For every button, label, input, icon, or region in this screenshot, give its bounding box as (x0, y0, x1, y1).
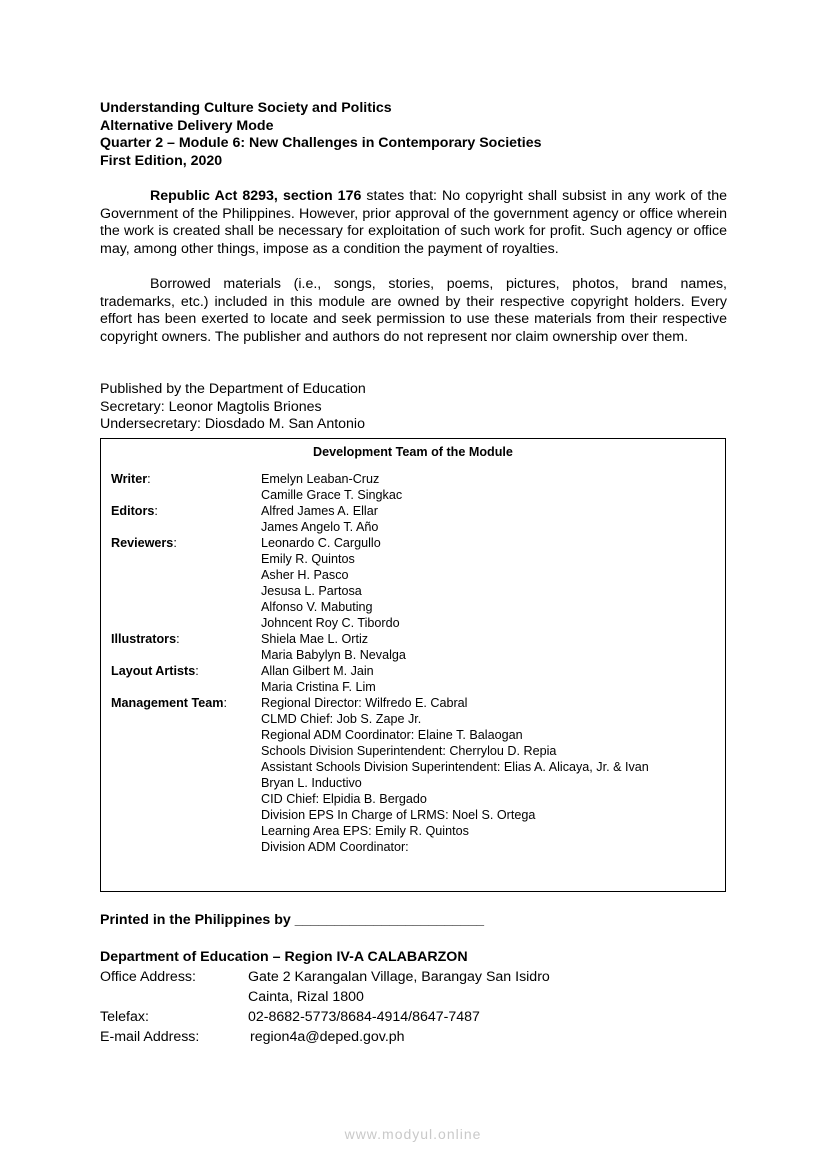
role-label: Editors (111, 504, 155, 518)
role-label: Layout Artists (111, 664, 196, 678)
module-title: Quarter 2 – Module 6: New Challenges in Contemporary Societies (100, 135, 542, 151)
team-list (111, 471, 721, 855)
team-member: Regional Director: Wilfredo E. Cabral (261, 696, 468, 710)
team-role-editors: Editors: Alfred James A. Ellar James Angelo T. Año (111, 503, 721, 535)
team-member: Schools Division Superintendent: Cherrylou D. Repia (261, 744, 557, 758)
role-label: Writer (111, 472, 148, 486)
team-member: Emily R. Quintos (261, 552, 355, 566)
office-address-line1: Gate 2 Karangalan Village, Barangay San Isidro (248, 969, 550, 985)
role-label: Reviewers (111, 536, 174, 550)
printed-in-line: Printed in the Philippines by ________________________ (100, 912, 485, 928)
team-role-layout-artists: Layout Artists: Allan Gilbert M. Jain Maria Cristina F. Lim (111, 663, 721, 695)
email-value: region4a@deped.gov.ph (250, 1029, 405, 1045)
borrowed-materials-notice (100, 276, 727, 346)
development-team-title: Development Team of the Module (313, 445, 513, 459)
office-address-line2: Cainta, Rizal 1800 (248, 989, 364, 1005)
team-member: Leonardo C. Cargullo (261, 536, 381, 550)
email-row (100, 1027, 550, 1047)
team-member: James Angelo T. Año (261, 520, 379, 534)
team-member: Camille Grace T. Singkac (261, 488, 403, 502)
team-role-illustrators: Illustrators: Shiela Mae L. Ortiz Maria Babylyn B. Nevalga (111, 631, 721, 663)
team-member: Shiela Mae L. Ortiz (261, 632, 369, 646)
undersecretary: Undersecretary: Diosdado M. San Antonio (100, 416, 365, 432)
team-member: Alfonso V. Mabuting (261, 600, 373, 614)
development-team-box (100, 438, 726, 892)
telefax-label: Telefax: (100, 1009, 149, 1025)
deped-region-title: Department of Education – Region IV-A CALABARZON (100, 949, 468, 965)
copyright-notice (100, 188, 727, 258)
team-member: Maria Cristina F. Lim (261, 680, 376, 694)
team-role-writer: Writer: Emelyn Leaban-Cruz Camille Grace T. Singkac (111, 471, 721, 503)
team-member: Learning Area EPS: Emily R. Quintos (261, 824, 469, 838)
team-member: Allan Gilbert M. Jain (261, 664, 374, 678)
team-member: Assistant Schools Division Superintendent: Elias A. Alicaya, Jr. & Ivan (261, 760, 649, 774)
team-member: Johncent Roy C. Tibordo (261, 616, 400, 630)
copyright-text: states that: No copyright shall subsist in any work of the Government of the Philippines. However, prior approval of the government agency or office wherein the work is created shall be necessary for exploitation of such work for profit. Such agency or office may, among other things, impose as a condition the payment of royalties. (100, 188, 728, 257)
delivery-mode: Alternative Delivery Mode (100, 117, 274, 134)
deped-contact-block (100, 947, 550, 1047)
team-member: Division EPS In Charge of LRMS: Noel S. Ortega (261, 808, 536, 822)
office-address-row-2 (100, 987, 550, 1007)
publisher-block (100, 381, 366, 434)
team-member: Division ADM Coordinator: (261, 840, 409, 854)
team-member: Emelyn Leaban-Cruz (261, 472, 380, 486)
watermark: www.modyul.online (344, 1126, 482, 1142)
team-role-management: Management Team: Regional Director: Wilfredo E. Cabral CLMD Chief: Job S. Zape Jr. Regional ADM Coordinator: Elaine T. Balaogan Schools Division Superintendent: Cherrylou D. Repia Assistant Schools Division Superintendent: Elias A. Alicaya, Jr. & Ivan Bryan L. Inductivo CID Chief: Elpidia B. Bergado Division EPS In Charge of LRMS: Noel S. Ortega Learning Area EPS: Emily R. Quintos Division ADM Coordinator: (111, 695, 721, 855)
telefax-row (100, 1007, 550, 1027)
team-member: Asher H. Pasco (261, 568, 349, 582)
role-label: Illustrators (111, 632, 177, 646)
team-role-reviewers: Reviewers: Leonardo C. Cargullo Emily R. Quintos Asher H. Pasco Jesusa L. Partosa Alfonso V. Mabuting Johncent Roy C. Tibordo (111, 535, 721, 631)
office-address-row (100, 967, 550, 987)
team-member: CLMD Chief: Job S. Zape Jr. (261, 712, 422, 726)
email-label: E-mail Address: (100, 1029, 200, 1045)
published-by: Published by the Department of Education (100, 381, 366, 397)
team-member: CID Chief: Elpidia B. Bergado (261, 792, 427, 806)
team-member: Jesusa L. Partosa (261, 584, 362, 598)
borrowed-materials-text: Borrowed materials (i.e., songs, stories, poems, pictures, photos, brand names, trademarks, etc.) included in this module are owned by their respective copyright holders. Every effort has been exerted to locate and seek permission to use these materials from their respective copyright owners. The publisher and authors do not represent nor claim ownership over them. (100, 276, 727, 345)
telefax-value: 02-8682-5773/8684-4914/8647-7487 (248, 1009, 480, 1025)
office-address-label: Office Address: (100, 969, 196, 985)
secretary: Secretary: Leonor Magtolis Briones (100, 398, 322, 415)
edition: First Edition, 2020 (100, 152, 223, 169)
copyright-law-reference: Republic Act 8293, section 176 (150, 188, 362, 204)
team-member: Regional ADM Coordinator: Elaine T. Balaogan (261, 728, 523, 742)
module-title-block (100, 100, 542, 170)
team-member: Maria Babylyn B. Nevalga (261, 648, 406, 662)
team-member: Alfred James A. Ellar (261, 504, 378, 518)
role-label: Management Team (111, 696, 224, 710)
subject-title: Understanding Culture Society and Politics (100, 100, 392, 116)
team-member: Bryan L. Inductivo (261, 776, 362, 790)
